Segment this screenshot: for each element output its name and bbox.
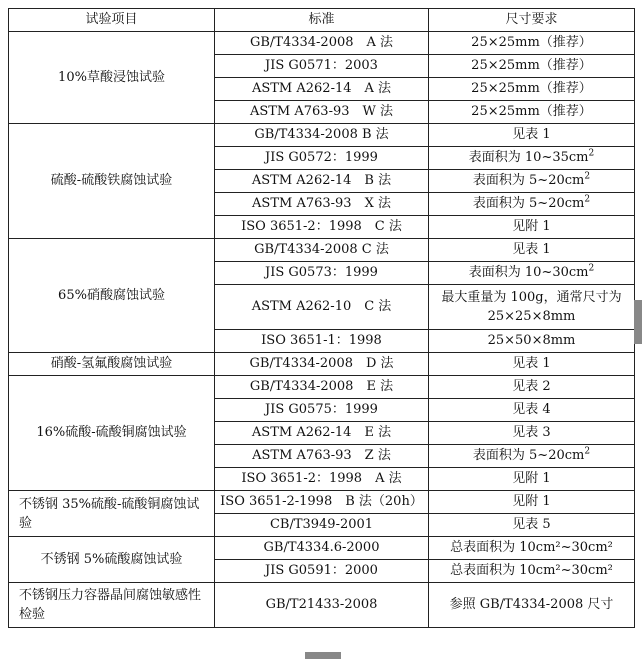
test-item-cell: 10%草酸浸蚀试验 (9, 32, 215, 124)
standard-cell: JIS G0591：2000 (215, 560, 429, 583)
size-text: 见附 1 (512, 494, 551, 509)
size-text: 25×25mm（推荐） (471, 104, 592, 119)
table-body (9, 32, 635, 628)
size-text: 25×25mm（推荐） (471, 35, 592, 50)
size-requirement-cell (429, 468, 635, 491)
size-text: 表面积为 5~20cm (472, 173, 585, 188)
header-size-requirement: 尺寸要求 (429, 9, 635, 32)
size-text: 25×50×8mm (487, 333, 576, 348)
standard-cell: JIS G0571：2003 (215, 55, 429, 78)
superscript-text: 2 (584, 171, 591, 182)
size-text: 参照 GB/T4334-2008 尺寸 (449, 597, 614, 612)
standard-cell: ASTM A763-93 W 法 (215, 101, 429, 124)
size-text: 总表面积为 10cm²~30cm² (450, 540, 613, 555)
size-text: 见附 1 (512, 471, 551, 486)
size-requirement-cell (429, 101, 635, 124)
size-requirement-cell (429, 285, 635, 330)
test-item-cell: 硫酸-硫酸铁腐蚀试验 (9, 124, 215, 239)
standard-cell: GB/T21433-2008 (215, 583, 429, 628)
size-text: 表面积为 10~35cm (468, 150, 589, 165)
size-requirement-cell (429, 78, 635, 101)
size-requirement-cell (429, 583, 635, 628)
size-text: 见表 1 (512, 127, 551, 142)
table-row (9, 491, 635, 514)
standard-cell: ASTM A262-14 A 法 (215, 78, 429, 101)
standard-cell: ISO 3651-2-1998 B 法（20h） (215, 491, 429, 514)
standard-cell: GB/T4334-2008 B 法 (215, 124, 429, 147)
size-requirement-cell (429, 422, 635, 445)
standard-cell: ASTM A262-14 B 法 (215, 170, 429, 193)
size-requirement-cell (429, 262, 635, 285)
test-item-cell: 硝酸-氢氟酸腐蚀试验 (9, 353, 215, 376)
bottom-edge-mark (305, 652, 341, 659)
standards-table (8, 8, 635, 628)
size-requirement-cell (429, 239, 635, 262)
size-text: 见表 1 (512, 356, 551, 371)
standard-cell: ISO 3651-1：1998 (215, 330, 429, 353)
size-requirement-cell (429, 55, 635, 78)
standard-cell: ISO 3651-2：1998 A 法 (215, 468, 429, 491)
test-item-cell: 不锈钢 35%硫酸-硫酸铜腐蚀试验 (9, 491, 215, 537)
superscript-text: 2 (584, 194, 591, 205)
standard-cell: ASTM A262-10 C 法 (215, 285, 429, 330)
superscript-text: 2 (584, 446, 591, 457)
size-requirement-cell (429, 216, 635, 239)
size-text: 表面积为 5~20cm (472, 448, 585, 463)
size-requirement-cell (429, 147, 635, 170)
size-requirement-cell (429, 353, 635, 376)
test-item-cell: 16%硫酸-硫酸铜腐蚀试验 (9, 376, 215, 491)
table-row (9, 537, 635, 560)
standard-cell: GB/T4334.6-2000 (215, 537, 429, 560)
size-text: 见表 4 (512, 402, 551, 417)
size-requirement-cell (429, 330, 635, 353)
standard-cell: ASTM A763-93 X 法 (215, 193, 429, 216)
header-standard: 标准 (215, 9, 429, 32)
header-test-item: 试验项目 (9, 9, 215, 32)
size-requirement-cell (429, 399, 635, 422)
standard-cell: ISO 3651-2：1998 C 法 (215, 216, 429, 239)
header-row (9, 9, 635, 32)
size-requirement-cell (429, 193, 635, 216)
size-requirement-cell (429, 560, 635, 583)
page-edge-mark (634, 300, 642, 344)
superscript-text: 2 (588, 148, 595, 159)
test-item-cell: 不锈钢 5%硫酸腐蚀试验 (9, 537, 215, 583)
size-text: 总表面积为 10cm²~30cm² (450, 563, 613, 578)
size-text: 最大重量为 100g，通常尺寸为 25×25×8mm (441, 290, 622, 324)
table-row (9, 376, 635, 399)
table-row (9, 239, 635, 262)
standard-cell: GB/T4334-2008 A 法 (215, 32, 429, 55)
size-requirement-cell (429, 491, 635, 514)
size-text: 表面积为 5~20cm (472, 196, 585, 211)
size-requirement-cell (429, 445, 635, 468)
table-row (9, 583, 635, 628)
table-row (9, 353, 635, 376)
size-requirement-cell (429, 32, 635, 55)
superscript-text: 2 (588, 263, 595, 274)
size-requirement-cell (429, 124, 635, 147)
size-text: 见表 3 (512, 425, 551, 440)
standard-cell: JIS G0572：1999 (215, 147, 429, 170)
standard-cell: GB/T4334-2008 E 法 (215, 376, 429, 399)
size-requirement-cell (429, 170, 635, 193)
size-requirement-cell (429, 376, 635, 399)
standard-cell: ASTM A262-14 E 法 (215, 422, 429, 445)
standard-cell: ASTM A763-93 Z 法 (215, 445, 429, 468)
size-text: 见表 2 (512, 379, 551, 394)
size-text: 25×25mm（推荐） (471, 81, 592, 96)
test-item-cell: 65%硝酸腐蚀试验 (9, 239, 215, 353)
size-text: 见附 1 (512, 219, 551, 234)
size-requirement-cell (429, 537, 635, 560)
table-row (9, 124, 635, 147)
size-text: 表面积为 10~30cm (468, 265, 589, 280)
test-item-cell: 不锈钢压力容器晶间腐蚀敏感性检验 (9, 583, 215, 628)
standard-cell: JIS G0573：1999 (215, 262, 429, 285)
standard-cell: GB/T4334-2008 C 法 (215, 239, 429, 262)
standard-cell: JIS G0575：1999 (215, 399, 429, 422)
table-row (9, 32, 635, 55)
standard-cell: GB/T4334-2008 D 法 (215, 353, 429, 376)
size-text: 25×25mm（推荐） (471, 58, 592, 73)
size-text: 见表 5 (512, 517, 551, 532)
size-text: 见表 1 (512, 242, 551, 257)
standard-cell: CB/T3949-2001 (215, 514, 429, 537)
size-requirement-cell (429, 514, 635, 537)
